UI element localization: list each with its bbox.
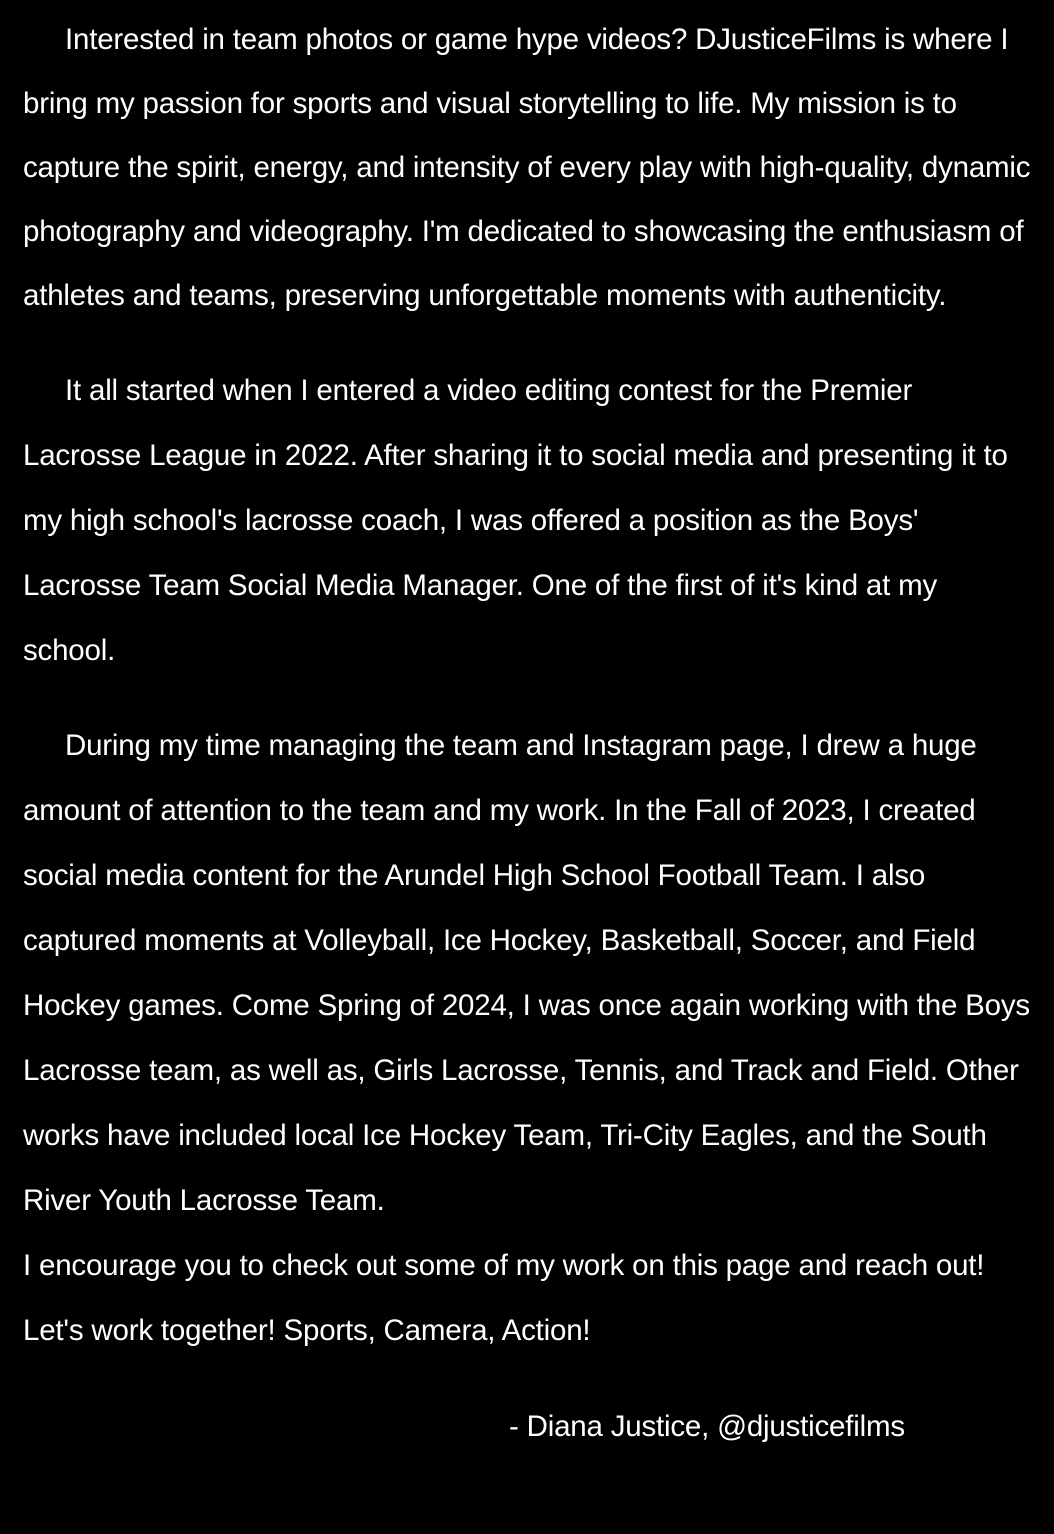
- experience-paragraph: During my time managing the team and Instagram page, I drew a huge amount of attention to the team and my work. In the Fall of 2023, I created social media content for the Arundel High School Football Team. I also captured moments at Volleyball, Ice Hockey, Basketball, Soccer, and Field Hockey games. Come Spring of 2024, I was once again working with the Boys Lacrosse team, as well as, Girls Lacrosse, Tennis, and Track and Field. Other works have included local Ice Hockey Team, Tri-City Eagles, and the South River Youth Lacrosse Team.: [23, 729, 1030, 1217]
- call-to-action-paragraph: I encourage you to check out some of my work on this page and reach out! Let's work together! Sports, Camera, Action!: [23, 1249, 985, 1347]
- intro-paragraph: Interested in team photos or game hype videos? DJusticeFilms is where I bring my passion for sports and visual storytelling to life. My mission is to capture the spirit, energy, and intensity of every play with high-quality, dynamic photography and videography. I'm dedicated to showcasing the enthusiasm of athletes and teams, preserving unforgettable moments with authenticity.: [23, 23, 1031, 312]
- author-signature: - Diana Justice, @djusticefilms: [509, 1410, 905, 1443]
- origin-story-paragraph: It all started when I entered a video editing contest for the Premier Lacrosse League in 2022. After sharing it to social media and presenting it to my high school's lacrosse coach, I was offered a position as the Boys' Lacrosse Team Social Media Manager. One of the first of it's kind at my school.: [23, 374, 1008, 667]
- about-section: [23, 8, 1033, 1459]
